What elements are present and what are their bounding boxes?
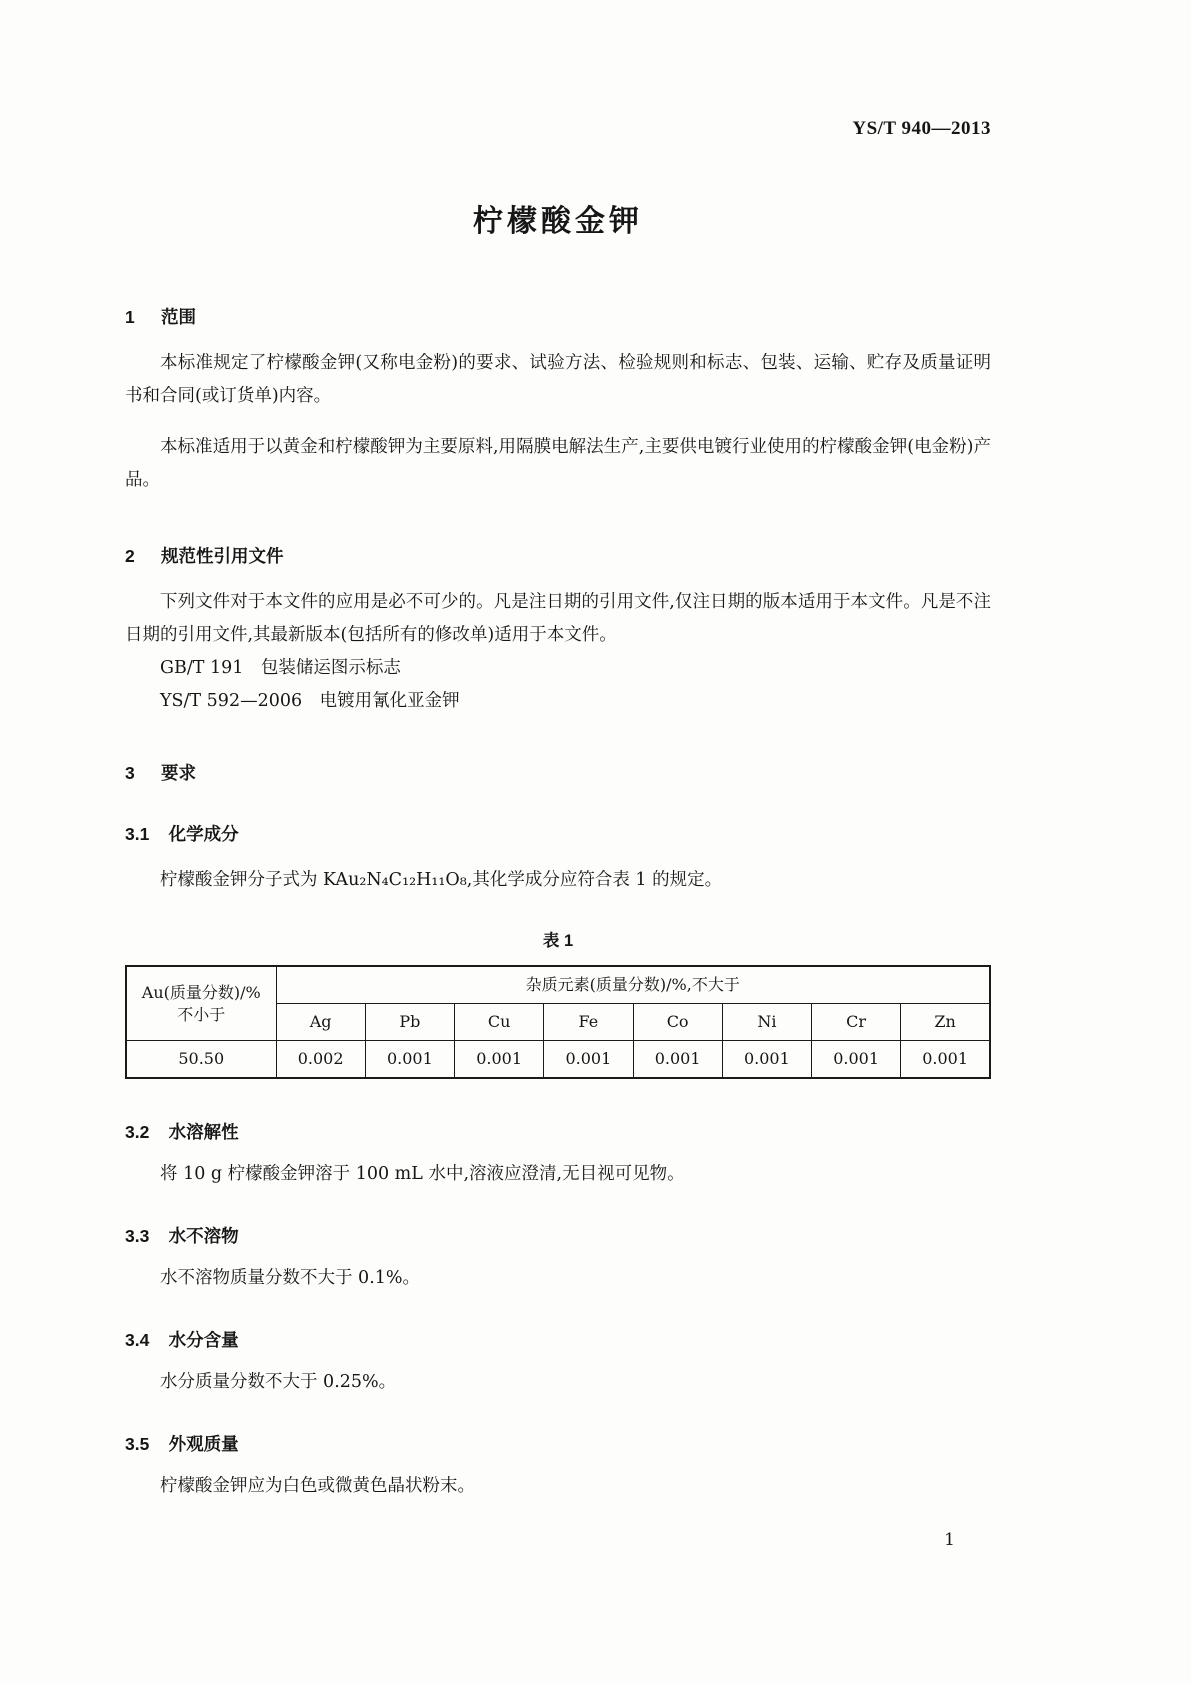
impurity-value-ag: 0.002 [276, 1041, 365, 1079]
impurity-col-header-cu: Cu [455, 1004, 544, 1041]
section-3-5-number: 3.5 [125, 1434, 150, 1454]
section-1-paragraph-1: 本标准规定了柠檬酸金钾(又称电金粉)的要求、试验方法、检验规则和标志、包装、运输、贮存及质量证明书和合同(或订货单)内容。 [125, 353, 991, 406]
section-3-3-paragraph: 水不溶物质量分数不大于 0.1%。 [160, 1268, 421, 1288]
document-title: 柠檬酸金钾 [473, 205, 643, 238]
au-column-header-line1: Au(质量分数)/% [141, 982, 261, 1002]
table-1-caption: 表 1 [542, 932, 574, 950]
section-3-5-heading [125, 1431, 991, 1456]
impurity-col-header-cr: Cr [812, 1004, 901, 1041]
impurity-value-pb: 0.001 [365, 1041, 454, 1079]
impurity-value-co: 0.001 [633, 1041, 722, 1079]
section-3-3-title: 水不溶物 [168, 1226, 239, 1246]
section-1-title: 范围 [160, 307, 196, 327]
section-1-heading [125, 304, 991, 329]
impurity-col-header-zn: Zn [901, 1004, 990, 1041]
impurity-col-header-ni: Ni [722, 1004, 811, 1041]
section-3-4-heading [125, 1327, 991, 1352]
reference-item-1: GB/T 191 包装储运图示标志 [160, 658, 401, 678]
impurity-col-header-fe: Fe [544, 1004, 633, 1041]
section-3-heading [125, 760, 991, 785]
section-3-5-title: 外观质量 [168, 1434, 239, 1454]
section-3-2-title: 水溶解性 [168, 1122, 239, 1142]
section-3-1-paragraph: 柠檬酸金钾分子式为 KAu₂N₄C₁₂H₁₁O₈,其化学成分应符合表 1 的规定。 [160, 870, 723, 890]
table-row [126, 1041, 990, 1079]
section-2-title: 规范性引用文件 [160, 546, 284, 566]
impurity-value-zn: 0.001 [901, 1041, 990, 1079]
section-3-2-paragraph: 将 10 g 柠檬酸金钾溶于 100 mL 水中,溶液应澄清,无目视可见物。 [160, 1164, 685, 1184]
section-2-number: 2 [125, 546, 135, 566]
table-row [126, 966, 990, 1004]
au-column-header-line2: 不小于 [177, 1004, 226, 1024]
au-column-header [126, 966, 276, 1041]
table-1 [125, 965, 991, 1079]
page-content [125, 0, 991, 1503]
impurity-value-cr: 0.001 [812, 1041, 901, 1079]
impurity-col-header-co: Co [633, 1004, 722, 1041]
section-3-3-number: 3.3 [125, 1226, 150, 1246]
au-value-cell: 50.50 [126, 1041, 276, 1079]
standard-number: YS/T 940—2013 [852, 118, 991, 139]
section-3-5-paragraph: 柠檬酸金钾应为白色或微黄色晶状粉末。 [160, 1476, 475, 1496]
page-number: 1 [944, 1530, 955, 1550]
section-3-title: 要求 [160, 763, 196, 783]
section-3-1-heading [125, 821, 991, 846]
section-3-3-heading [125, 1223, 991, 1248]
section-3-2-heading [125, 1119, 991, 1144]
section-3-4-paragraph: 水分质量分数不大于 0.25%。 [160, 1372, 397, 1392]
section-3-4-title: 水分含量 [168, 1330, 239, 1350]
impurity-value-cu: 0.001 [455, 1041, 544, 1079]
section-3-number: 3 [125, 763, 135, 783]
impurity-group-header: 杂质元素(质量分数)/%,不大于 [276, 966, 990, 1004]
impurity-value-ni: 0.001 [722, 1041, 811, 1079]
reference-item-2: YS/T 592—2006 电镀用氰化亚金钾 [160, 691, 460, 711]
section-3-1-title: 化学成分 [168, 824, 239, 844]
impurity-col-header-pb: Pb [365, 1004, 454, 1041]
section-3-4-number: 3.4 [125, 1330, 150, 1350]
impurity-value-fe: 0.001 [544, 1041, 633, 1079]
section-1-number: 1 [125, 307, 135, 327]
section-2-paragraph-1: 下列文件对于本文件的应用是必不可少的。凡是注日期的引用文件,仅注日期的版本适用于本文件。凡是不注日期的引用文件,其最新版本(包括所有的修改单)适用于本文件。 [125, 592, 991, 645]
section-2-heading [125, 543, 991, 568]
section-3-2-number: 3.2 [125, 1122, 150, 1142]
section-3-1-number: 3.1 [125, 824, 150, 844]
impurity-col-header-ag: Ag [276, 1004, 365, 1041]
section-1-paragraph-2: 本标准适用于以黄金和柠檬酸钾为主要原料,用隔膜电解法生产,主要供电镀行业使用的柠檬酸金钾(电金粉)产品。 [125, 437, 991, 490]
